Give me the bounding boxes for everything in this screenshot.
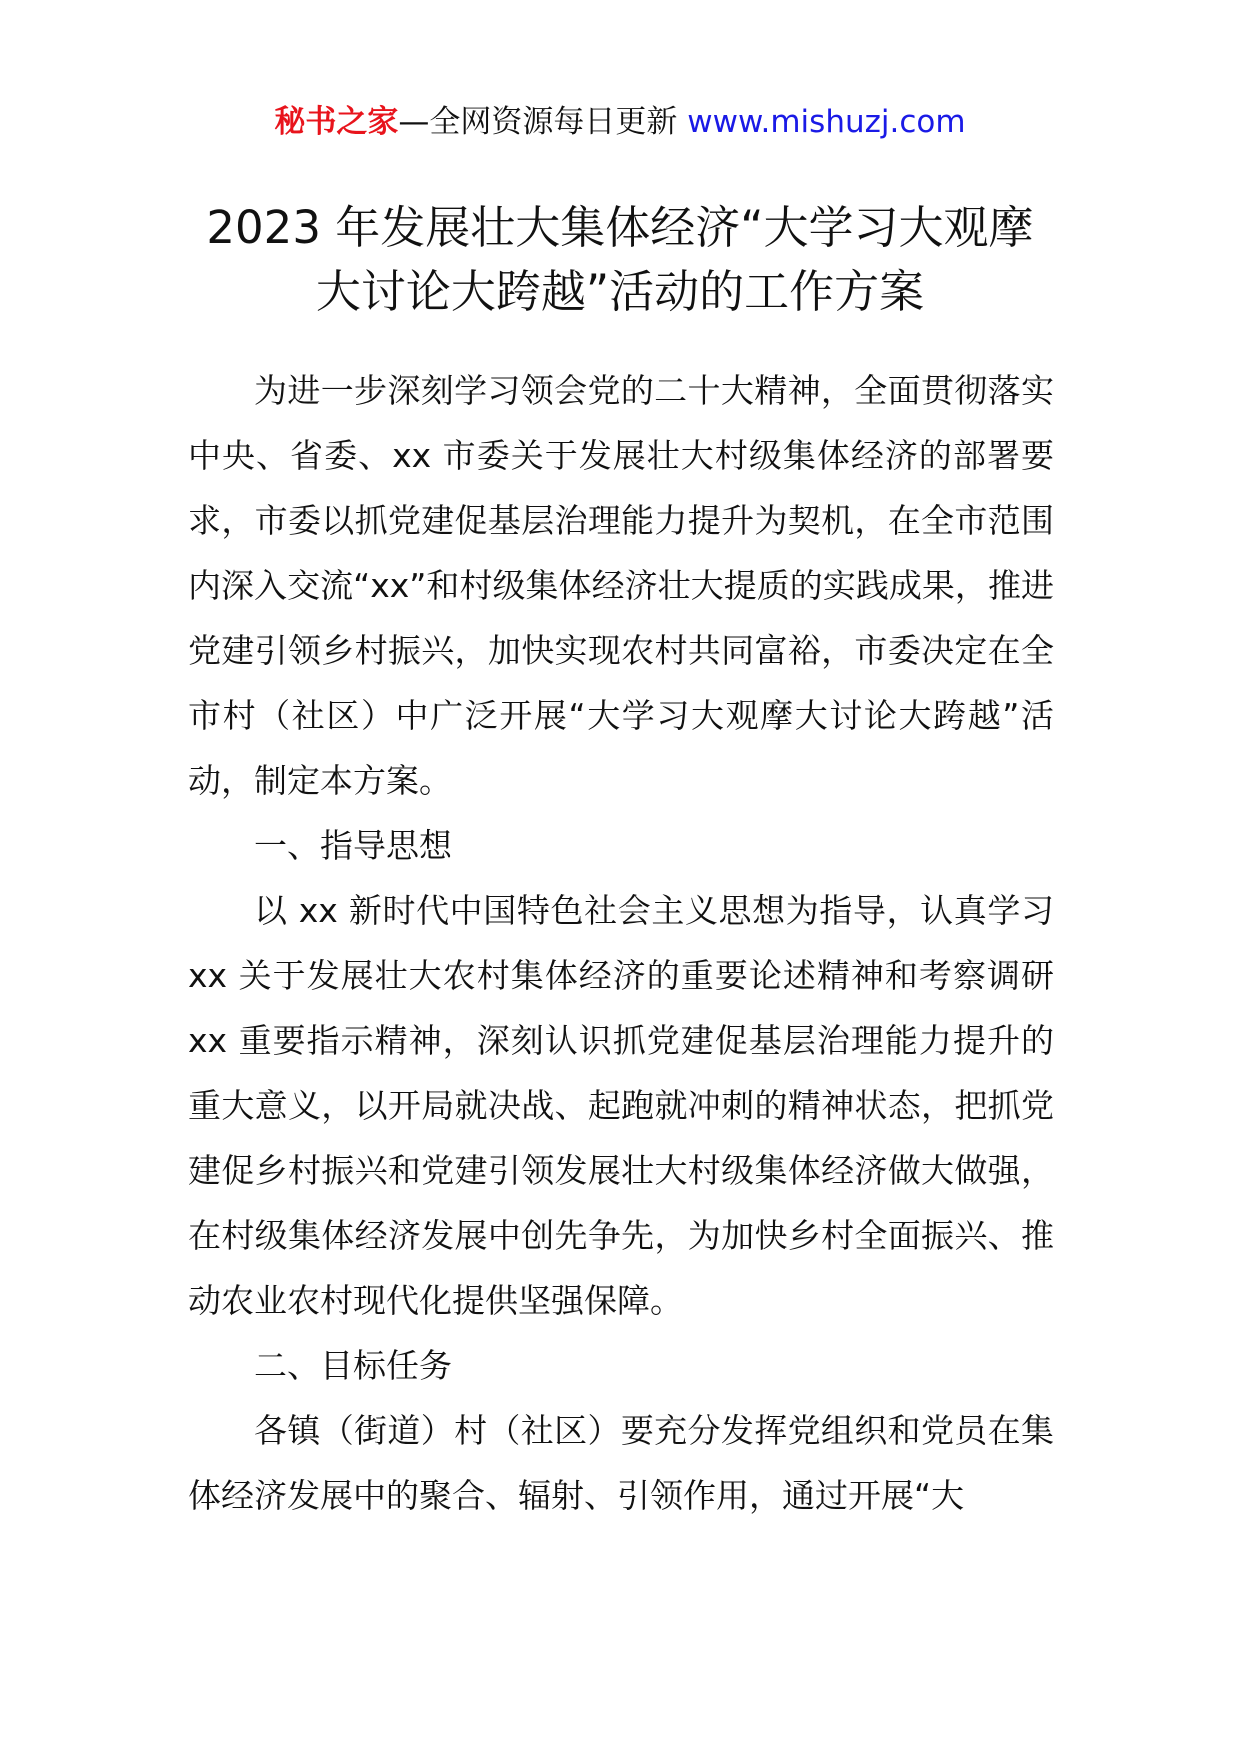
header-tagline: —全网资源每日更新: [398, 104, 678, 140]
section-heading-guiding-ideology: 一、指导思想: [254, 826, 452, 865]
title-line-1: 2023 年发展壮大集体经济“大学习大观摩: [206, 201, 1034, 254]
guiding-ideology-paragraph: 以 xx 新时代中国特色社会主义思想为指导，认真学习 xx 关于发展壮大农村集体经济的重要论述精神和考察调研 xx 重要指示精神，深刻认识抓党建促基层治理能力提升的重大意义，以开局就决战、起跑就冲刺的精神状态，把抓党建促乡村振兴和党建引领发展壮大村级集体经济做大做强，在村级集体经济发展中创先争先，为加快乡村全面振兴、推动农业农村现代化提供坚强保障。: [188, 891, 1054, 1320]
document-body: [188, 358, 1054, 1528]
title-line-2: 大讨论大跨越”活动的工作方案: [315, 265, 925, 318]
site-url: www.mishuzj.com: [687, 104, 966, 140]
intro-paragraph: 为进一步深刻学习领会党的二十大精神，全面贯彻落实中央、省委、xx 市委关于发展壮大村级集体经济的部署要求，市委以抓党建促基层治理能力提升为契机，在全市范围内深入交流“xx”和村级集体经济壮大提质的实践成果，推进党建引领乡村振兴，加快实现农村共同富裕，市委决定在全市村（社区）中广泛开展“大学习大观摩大讨论大跨越”活动，制定本方案。: [188, 371, 1054, 800]
section-heading-goals-tasks: 二、目标任务: [254, 1346, 452, 1385]
document-title: [150, 196, 1090, 324]
brand-name: 秘书之家: [274, 104, 399, 140]
goals-tasks-paragraph: 各镇（街道）村（社区）要充分发挥党组织和党员在集体经济发展中的聚合、辐射、引领作用，通过开展“大: [188, 1411, 1054, 1515]
watermark-header: [0, 100, 1240, 144]
